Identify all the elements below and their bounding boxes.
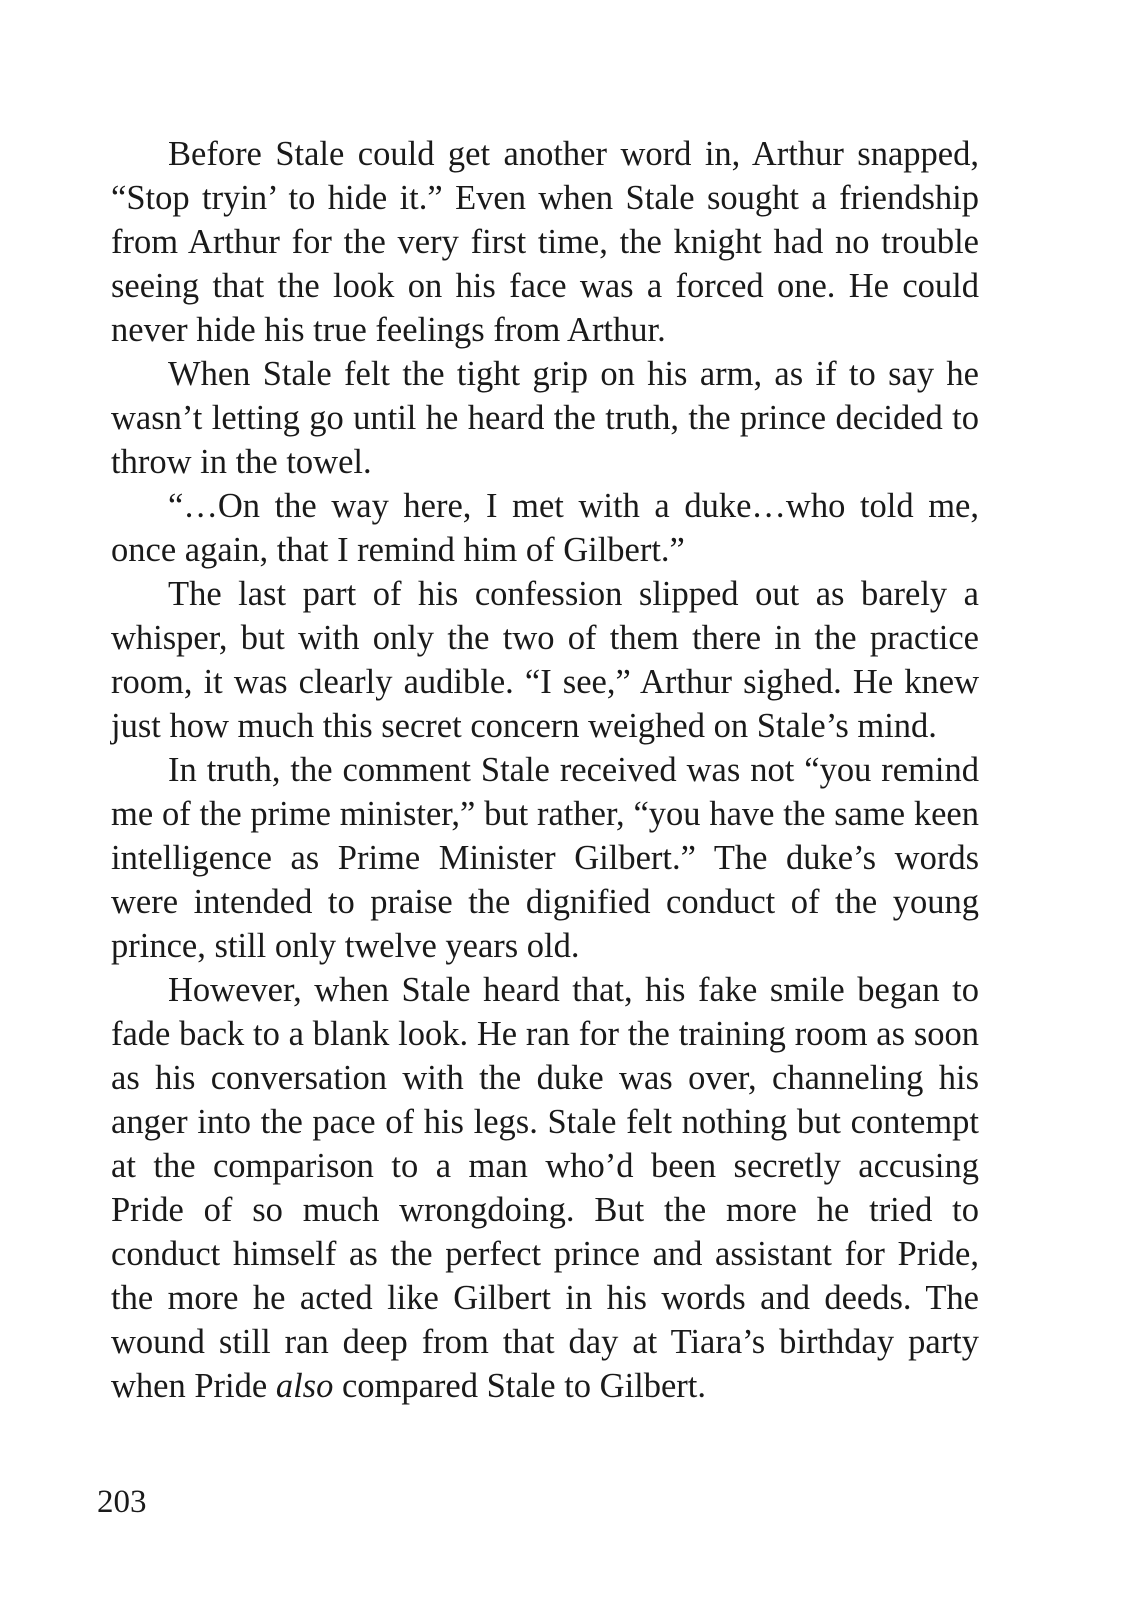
paragraph xyxy=(111,968,979,1408)
body-text xyxy=(111,132,979,1408)
paragraph: The last part of his confession slipped out as barely a whisper, but with only the two of them there in the practice room, it was clearly audible. “I see,” Arthur sighed. He knew just how much this secret concern weighed on Stale’s mind. xyxy=(111,575,979,745)
paragraph: “…On the way here, I met with a duke…who told me, once again, that I remind him of Gilbert.” xyxy=(111,487,979,569)
italic-emphasis: also xyxy=(275,1367,334,1405)
paragraph-text: compared Stale to Gilbert. xyxy=(333,1367,707,1405)
paragraph: In truth, the comment Stale received was not “you remind me of the prime minister,” but rather, “you have the same keen intelligence as Prime Minister Gilbert.” The duke’s words were intended to praise the dignified conduct of the young prince, still only twelve years old. xyxy=(111,751,979,965)
paragraph-text: However, when Stale heard that, his fake smile began to fade back to a blank look. He ran for the training room as soon as his conversation with the duke was over, channeling his anger into the pace of his legs. Stale felt nothing but contempt at the comparison to a man who’d been secretly accusing Pride of so much wrongdoing. But the more he tried to conduct himself as the perfect prince and assistant for Pride, the more he acted like Gilbert in his words and deeds. The wound still ran deep from that day at Tiara’s birthday party when Pride xyxy=(111,971,979,1405)
paragraph: When Stale felt the tight grip on his arm, as if to say he wasn’t letting go until he heard the truth, the prince decided to throw in the towel. xyxy=(111,355,979,481)
paragraph: Before Stale could get another word in, Arthur snapped, “Stop tryin’ to hide it.” Even when Stale sought a friendship from Arthur for the very first time, the knight had no trouble seeing that the look on his face was a forced one. He could never hide his true feelings from Arthur. xyxy=(111,135,979,349)
page-number: 203 xyxy=(97,1484,147,1520)
